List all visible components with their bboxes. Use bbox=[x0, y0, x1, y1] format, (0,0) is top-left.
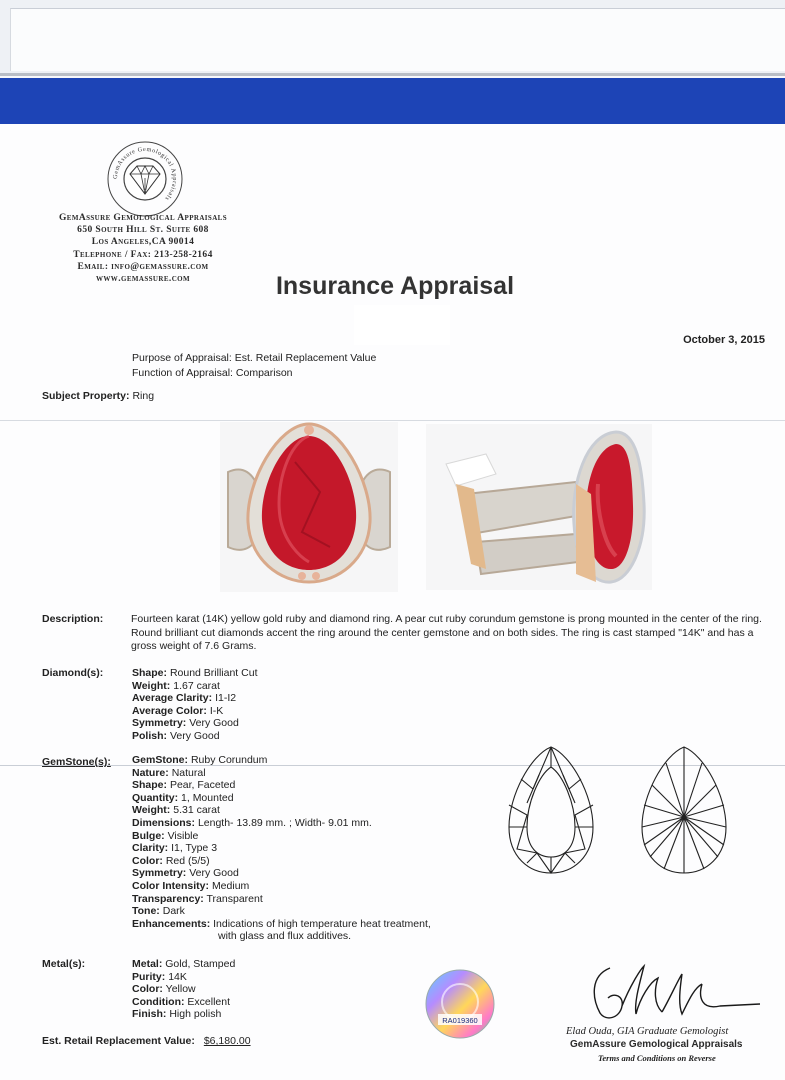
field-value: Visible bbox=[167, 829, 199, 842]
company-name: GemAssure Gemological Appraisals bbox=[58, 213, 228, 223]
field-key: Weight: bbox=[132, 679, 171, 692]
gemstone-field-row bbox=[132, 855, 431, 868]
field-key: Transparency: bbox=[132, 892, 204, 905]
gemstone-field-row bbox=[132, 779, 431, 792]
gemstone-field-row bbox=[132, 905, 431, 918]
field-value: Pear, Faceted bbox=[169, 779, 236, 792]
ring-photo-side bbox=[426, 424, 652, 590]
metal-field-row bbox=[132, 971, 235, 984]
metal-fields bbox=[132, 958, 235, 1021]
function-value: Comparison bbox=[235, 367, 293, 379]
field-value: 1.67 carat bbox=[173, 679, 220, 692]
field-value: Yellow bbox=[165, 983, 196, 996]
gemstone-field-row bbox=[132, 918, 431, 931]
pear-cut-crown-diagram bbox=[505, 745, 597, 877]
field-value: Very Good bbox=[169, 729, 220, 742]
gemstone-field-row bbox=[132, 842, 431, 855]
field-key: GemStone: bbox=[132, 754, 189, 766]
description-label: Description: bbox=[42, 613, 104, 625]
blue-band bbox=[0, 78, 785, 124]
field-value: Ruby Corundum bbox=[190, 754, 268, 766]
field-key: Enhancements: bbox=[132, 917, 211, 930]
field-value: Excellent bbox=[187, 995, 231, 1008]
field-value: 5.31 carat bbox=[173, 804, 220, 817]
document-title: Insurance Appraisal bbox=[275, 272, 515, 300]
gemstone-field-row bbox=[132, 880, 431, 893]
field-value: Round Brilliant Cut bbox=[169, 667, 258, 679]
company-phone: Telephone / Fax: 213-258-2164 bbox=[73, 249, 213, 260]
field-key: Color: bbox=[132, 854, 163, 867]
sheet-edge bbox=[0, 73, 785, 76]
field-key: Quantity: bbox=[132, 791, 179, 804]
fold-line bbox=[0, 420, 785, 421]
ring-photo-front bbox=[220, 422, 398, 592]
field-value: I-K bbox=[209, 704, 224, 717]
field-value: Indications of high temperature heat treatment, bbox=[213, 917, 431, 930]
seal-text: GemAssure Gemological Appraisals bbox=[111, 145, 179, 203]
diamond-field-row bbox=[132, 680, 257, 693]
field-key: Metal: bbox=[132, 958, 163, 970]
purpose-label: Purpose of Appraisal: bbox=[132, 352, 232, 364]
metal-field-row bbox=[132, 996, 235, 1009]
field-key: Shape: bbox=[132, 667, 168, 679]
diamond-field-row bbox=[132, 692, 257, 705]
field-value: Very Good bbox=[189, 867, 239, 880]
function-label: Function of Appraisal: bbox=[132, 367, 233, 379]
gemstone-field-row bbox=[132, 804, 431, 817]
field-key: Purity: bbox=[132, 970, 166, 983]
metal-field-row bbox=[132, 958, 235, 971]
metal-field-row bbox=[132, 983, 235, 996]
field-value: Length- 13.89 mm. ; Width- 9.01 mm. bbox=[197, 816, 372, 829]
signer-company: GemAssure Gemological Appraisals bbox=[570, 1039, 743, 1050]
diamond-field-row bbox=[132, 717, 257, 730]
valuation-label: Est. Retail Replacement Value: bbox=[42, 1035, 195, 1047]
gemstone-field-row bbox=[132, 893, 431, 906]
field-key: Symmetry: bbox=[132, 717, 187, 730]
field-value: Transparent bbox=[206, 892, 263, 905]
valuation-amount: $6,180.00 bbox=[203, 1035, 251, 1047]
redacted-box bbox=[354, 305, 450, 345]
company-email: Email: info@gemassure.com bbox=[77, 261, 209, 272]
field-value: Very Good bbox=[189, 717, 239, 730]
field-value: I1, Type 3 bbox=[171, 842, 218, 855]
field-key: Color: bbox=[132, 983, 163, 996]
function-line bbox=[132, 367, 293, 380]
gemstone-field-row bbox=[132, 792, 431, 805]
field-key: Weight: bbox=[132, 804, 171, 817]
company-address-line2: Los Angeles,CA 90014 bbox=[91, 237, 195, 248]
enhancements-line2: with glass and flux additives. bbox=[218, 930, 352, 943]
field-key: Clarity: bbox=[132, 842, 169, 855]
description-text: Fourteen karat (14K) yellow gold ruby and diamond ring. A pear cut ruby corundum gemstone is prong mounted in the center of the ring. Round brilliant cut diamonds accent the ring around the center gemstone and on both sides. The ring is cast stamped "14K" and has a gross weight of 7.6 Grams. bbox=[131, 613, 762, 653]
signer-name: Elad Ouda, GIA Graduate Gemologist bbox=[566, 1026, 729, 1037]
field-key: Finish: bbox=[132, 1008, 167, 1021]
gemstone-field-row bbox=[132, 817, 431, 830]
field-key: Average Clarity: bbox=[132, 692, 213, 705]
diamond-field-row bbox=[132, 730, 257, 743]
company-website: www.gemassure.com bbox=[96, 274, 190, 285]
field-value: Gold, Stamped bbox=[165, 958, 236, 970]
diamonds-fields bbox=[132, 667, 257, 743]
field-key: Tone: bbox=[132, 905, 160, 918]
subject-line bbox=[42, 390, 154, 403]
field-key: Dimensions: bbox=[132, 816, 196, 829]
valuation-line bbox=[42, 1035, 251, 1047]
metal-field-row bbox=[132, 1008, 235, 1021]
field-key: Shape: bbox=[132, 779, 168, 792]
purpose-value: Est. Retail Replacement Value bbox=[234, 352, 377, 364]
subject-label: Subject Property: bbox=[42, 390, 130, 402]
gemstone-field-row bbox=[132, 867, 431, 880]
diamonds-label: Diamond(s): bbox=[42, 667, 104, 679]
field-key: Bulge: bbox=[132, 829, 165, 842]
gemstone-field-row bbox=[132, 767, 431, 780]
field-value: 14K bbox=[168, 970, 187, 983]
field-value: I1-I2 bbox=[215, 692, 237, 705]
back-sheet bbox=[10, 8, 785, 71]
hologram-code: RA019360 bbox=[442, 1016, 478, 1025]
diamond-field-row bbox=[132, 705, 257, 718]
metals-label: Metal(s): bbox=[42, 958, 86, 970]
field-key: Nature: bbox=[132, 766, 169, 779]
back-sheet-strip bbox=[0, 0, 785, 76]
field-value: Natural bbox=[171, 766, 206, 779]
field-key: Average Color: bbox=[132, 704, 207, 717]
company-address-line1: 650 South Hill St. Suite 608 bbox=[77, 225, 209, 236]
company-seal-logo bbox=[104, 138, 186, 220]
field-value: Red (5/5) bbox=[165, 854, 210, 867]
pear-cut-pavilion-diagram bbox=[638, 745, 730, 877]
gemstone-fields bbox=[132, 754, 431, 943]
gemstone-field-row bbox=[132, 830, 431, 843]
field-value: 1, Mounted bbox=[181, 791, 234, 804]
field-key: Polish: bbox=[132, 729, 168, 742]
terms-note: Terms and Conditions on Reverse bbox=[598, 1053, 716, 1063]
diamond-field-row bbox=[132, 667, 257, 680]
field-value: High polish bbox=[169, 1008, 222, 1021]
field-value: Dark bbox=[162, 905, 185, 918]
handwritten-signature bbox=[570, 958, 770, 1028]
field-key: Symmetry: bbox=[132, 867, 187, 880]
subject-value: Ring bbox=[132, 390, 155, 402]
gemstone-field-row bbox=[132, 754, 431, 767]
purpose-line bbox=[132, 352, 376, 365]
hologram-seal bbox=[424, 968, 496, 1040]
field-key: Condition: bbox=[132, 995, 185, 1008]
field-key: Color Intensity: bbox=[132, 879, 210, 892]
appraisal-date: October 3, 2015 bbox=[683, 334, 765, 346]
field-value: Medium bbox=[211, 879, 250, 892]
gemstone-label: GemStone(s): bbox=[42, 756, 111, 768]
